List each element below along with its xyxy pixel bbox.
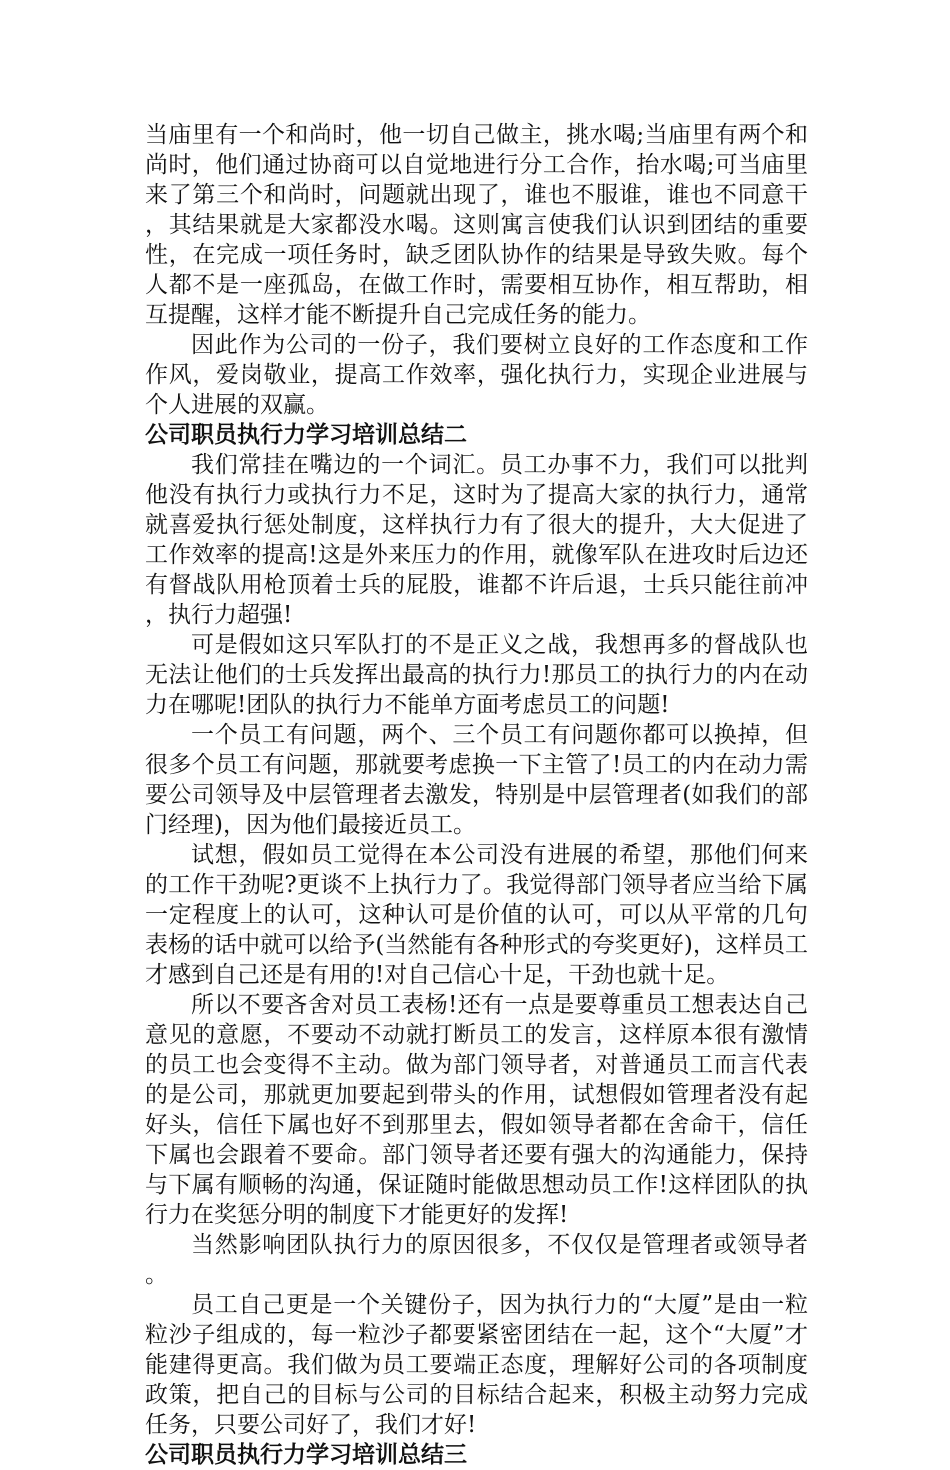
paragraph-recognition: 试想，假如员工觉得在本公司没有进展的希望，那他们何来的工作干劲呢?更谈不上执行力了。我觉得部门领导者应当给下属一定程度上的认可，这种认可是价值的认可，可以从平常的几句表杨的话中就可以给予(当然能有各种形式的夸奖更好)，这样员工才感到自己还是有用的!对自己信心十足，干劲也就十足。 (145, 842, 808, 988)
paragraph-employee-role: 员工自己更是一个关键份子，因为执行力的“大厦”是由一粒粒沙子组成的，每一粒沙子都要紧密团结在一起，这个“大厦”才能建得更高。我们做为员工要端正态度，理解好公司的各项制度政策，把自己的目标与公司的目标结合起来，积极主动努力完成任务，只要公司好了，我们才好! (145, 1292, 808, 1438)
paragraph-change-manager: 一个员工有问题，两个、三个员工有问题你都可以换掉，但很多个员工有问题，那就要考虑换一下主管了!员工的内在动力需要公司领导及中层管理者去激发，特别是中层管理者(如我们的部门经理)，因为他们最接近员工。 (145, 722, 808, 838)
paragraph-many-factors: 当然影响团队执行力的原因很多，不仅仅是管理者或领导者。 (145, 1232, 808, 1288)
paragraph-work-attitude: 因此作为公司的一份子，我们要树立良好的工作态度和工作作风，爱岗敬业，提高工作效率，强化执行力，实现企业进展与个人进展的双赢。 (145, 332, 808, 418)
section-heading-two: 公司职员执行力学习培训总结二 (145, 421, 467, 448)
paragraph-execution-pressure: 我们常挂在嘴边的一个词汇。员工办事不力，我们可以批判他没有执行力或执行力不足，这时为了提高大家的执行力，通常就喜爱执行惩处制度，这样执行力有了很大的提升，大大促进了工作效率的提高!这是外来压力的作用，就像军队在进攻时后边还有督战队用枪顶着士兵的屁股，谁都不许后退，士兵只能往前冲，执行力超强! (145, 452, 808, 628)
paragraph-three-monks: 当庙里有一个和尚时，他一切自己做主，挑水喝;当庙里有两个和尚时，他们通过协商可以自觉地进行分工合作，抬水喝;可当庙里来了第三个和尚时，问题就出现了，谁也不服谁，谁也不同意干，其结果就是大家都没水喝。这则寓言使我们认识到团结的重要性，在完成一项任务时，缺乏团队协作的结果是导致失败。每个人都不是一座孤岛，在做工作时，需要相互协作，相互帮助，相互提醒，这样才能不断提升自己完成任务的能力。 (145, 122, 808, 328)
paragraph-leadership: 所以不要吝舍对员工表杨!还有一点是要尊重员工想表达自己意见的意愿，不要动不动就打断员工的发言，这样原本很有激情的员工也会变得不主动。做为部门领导者，对普通员工而言代表的是公司，那就更加要起到带头的作用，试想假如管理者没有起好头，信任下属也好不到那里去，假如领导者都在舍命干，信任下属也会跟着不要命。部门领导者还要有强大的沟通能力，保持与下属有顺畅的沟通，保证随时能做思想动员工作!这样团队的执行力在奖惩分明的制度下才能更好的发挥! (145, 992, 808, 1228)
paragraph-inner-motivation: 可是假如这只军队打的不是正义之战，我想再多的督战队也无法让他们的士兵发挥出最高的执行力!那员工的执行力的内在动力在哪呢!团队的执行力不能单方面考虑员工的问题! (145, 632, 808, 718)
section-heading-three: 公司职员执行力学习培训总结三 (145, 1441, 467, 1468)
document-body (145, 120, 808, 1470)
